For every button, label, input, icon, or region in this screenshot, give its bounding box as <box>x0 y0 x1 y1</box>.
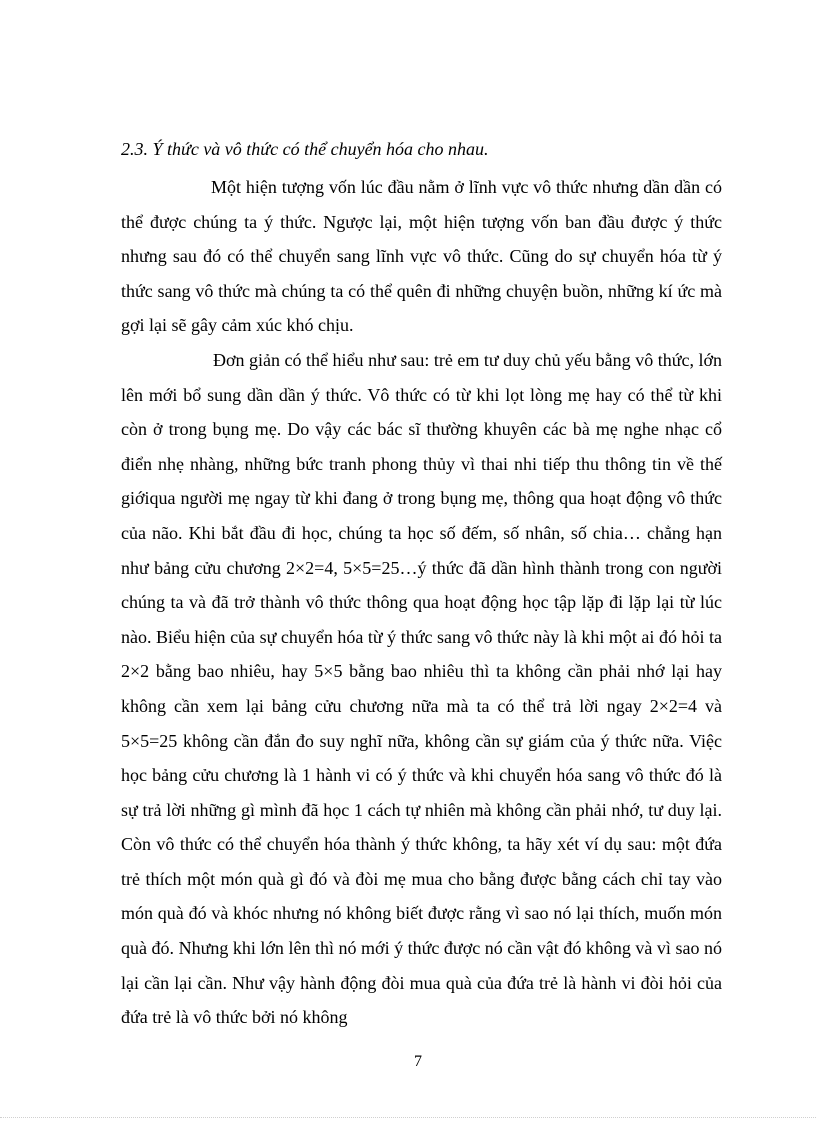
page-bottom-divider <box>0 1117 816 1118</box>
page-number: 7 <box>414 1053 422 1070</box>
paragraph-1: Một hiện tượng vốn lúc đầu nằm ở lĩnh vực vô thức nhưng dần dần có thể được chúng ta ý thức. Ngược lại, một hiện tượng vốn ban đầu được ý thức nhưng sau đó có thể chuyển sang lĩnh vực vô thức. Cũng do sự chuyển hóa từ ý thức sang vô thức mà chúng ta có thể quên đi những chuyện buồn, những kí ức mà gợi lại sẽ gây cảm xúc khó chịu. <box>121 177 722 336</box>
paragraph-2: Đơn giản có thể hiểu như sau: trẻ em tư duy chủ yếu bằng vô thức, lớn lên mới bổ sung dần dần ý thức. Vô thức có từ khi lọt lòng mẹ hay có thể từ khi còn ở trong bụng mẹ. Do vậy các bác sĩ thường khuyên các bà mẹ nghe nhạc cổ điển nhẹ nhàng, những bức tranh phong thủy vì thai nhi tiếp thu thông tin về thế giớiqua người mẹ ngay từ khi đang ở trong bụng mẹ, thông qua hoạt động vô thức của não. Khi bắt đầu đi học, chúng ta học số đếm, số nhân, số chia… chẳng hạn như bảng cửu chương 2×2=4, 5×5=25…ý thức đã dần hình thành trong con người chúng ta và đã trở thành vô thức thông qua hoạt động học tập lặp đi lặp lại từ lúc nào. Biểu hiện của sự chuyển hóa từ ý thức sang vô thức này là khi một ai đó hỏi ta 2×2 bằng bao nhiêu, hay 5×5 bằng bao nhiêu thì ta không cần phải nhớ lại hay không cần xem lại bảng cửu chương nữa mà ta có thể trả lời ngay 2×2=4 và 5×5=25 không cần đắn đo suy nghĩ nữa, không cần sự giám của ý thức nữa. Việc học bảng cửu chương là 1 hành vi có ý thức và khi chuyển hóa sang vô thức đó là sự trả lời những gì mình đã học 1 cách tự nhiên mà không cần phải nhớ, tư duy lại. Còn vô thức có thể chuyển hóa thành ý thức không, ta hãy xét ví dụ sau: một đứa trẻ thích một món quà gì đó và đòi mẹ mua cho bằng được bằng cách chỉ tay vào món quà đó và khóc nhưng nó không biết được rằng vì sao nó lại thích, muốn món quà đó. Nhưng khi lớn lên thì nó mới ý thức được nó cần vật đó không và vì sao nó lại cần lại cần. Như vậy hành động đòi mua quà của đứa trẻ là hành vi đòi hỏi của đứa trẻ là vô thức bởi nó không <box>121 349 722 1028</box>
body-text <box>121 170 722 1035</box>
section-heading: 2.3. Ý thức và vô thức có thể chuyển hóa cho nhau. <box>121 139 489 159</box>
